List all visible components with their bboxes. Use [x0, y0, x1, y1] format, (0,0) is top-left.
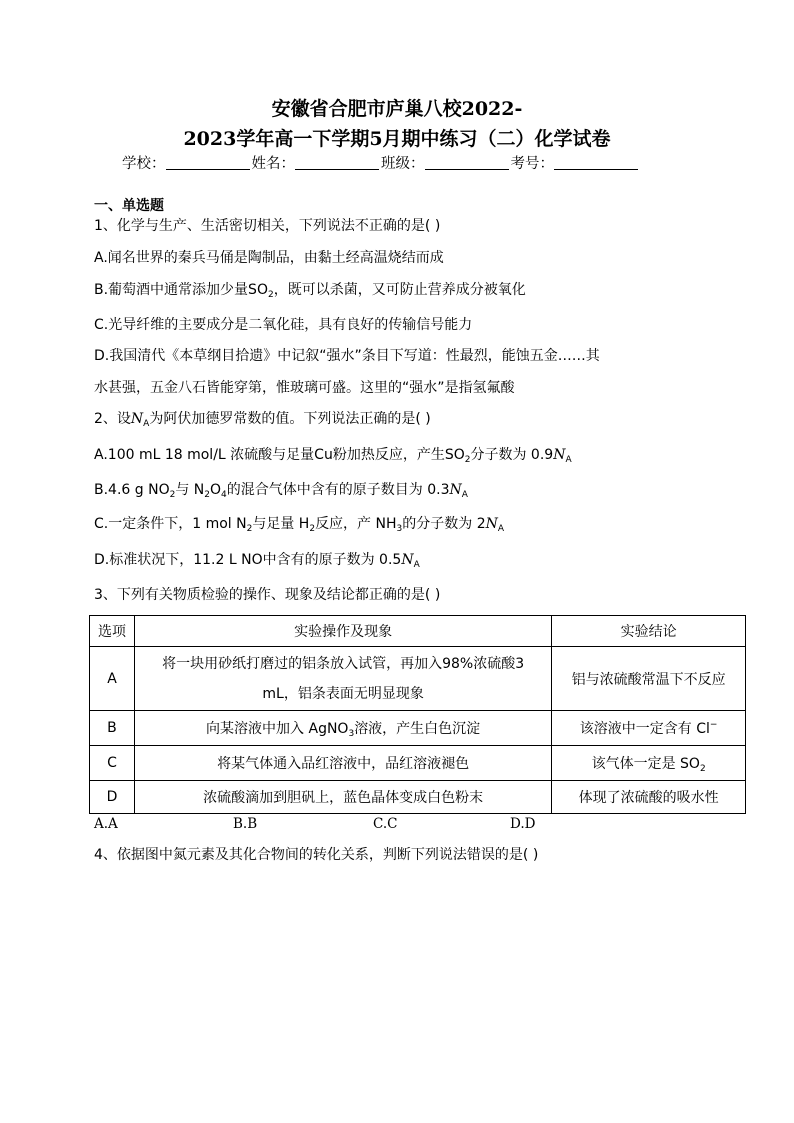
- q2-d-n: N: [401, 552, 414, 568]
- q3-row-a-option: A: [90, 647, 135, 711]
- q2-b-n: N: [449, 482, 462, 498]
- q3-stem: 3、下列有关物质检验的操作、现象及结论都正确的是( ): [94, 587, 441, 603]
- q3-row-d-operation: 浓硫酸滴加到胆矾上，蓝色晶体变成白色粉末: [134, 781, 551, 814]
- q2-a-text1: A.100 mL 18 mol/L 浓硫酸与足量Cu粉加热反应，产生SO: [94, 447, 465, 463]
- q2-b-sub1: 2: [169, 490, 176, 500]
- q3-row-b-conclusion: [552, 711, 746, 746]
- q3-row-a: [90, 647, 746, 711]
- q2-stem-n: N: [130, 411, 144, 427]
- exam-title-line1: 安徽省合肥市庐巢八校2022-: [271, 98, 523, 120]
- q2-c-sub3: 3: [396, 524, 403, 534]
- q2-option-c: [94, 514, 504, 534]
- q1-b-sub: 2: [267, 290, 274, 300]
- q3-row-c-concl-sub: 2: [699, 764, 706, 774]
- q3-row-d: [90, 781, 746, 814]
- number-blank[interactable]: [554, 155, 638, 170]
- name-label: 姓名：: [251, 156, 295, 172]
- q3-row-d-conclusion: 体现了浓硫酸的吸水性: [552, 781, 746, 814]
- q3-header-row: [90, 616, 746, 647]
- q3-header-operation: 实验操作及现象: [134, 616, 551, 647]
- name-blank[interactable]: [295, 155, 379, 170]
- student-info-line: [122, 154, 640, 174]
- q3-table: [89, 615, 746, 814]
- q3-row-d-option: D: [90, 781, 135, 814]
- school-label: 学校：: [122, 156, 166, 172]
- q3-row-a-op-line2: mL，铝条表面无明显现象: [262, 685, 424, 702]
- section-heading: 一、单选题: [94, 198, 164, 214]
- q3-row-b-option: B: [90, 711, 135, 746]
- q2-c-text2: 与足量 H: [252, 516, 310, 532]
- q3-row-a-op-line1: 将一块用砂纸打磨过的铝条放入试管，再加入98%浓硫酸3: [162, 655, 525, 672]
- q2-stem-text1: 2、设: [94, 411, 131, 427]
- q2-b-sub2: 2: [204, 490, 211, 500]
- q3-header-conclusion: 实验结论: [552, 616, 746, 647]
- q2-a-nsub: A: [565, 455, 572, 465]
- q1-option-d-line2: 水甚强，五金八石皆能穿第，惟玻璃可盛。这里的“强水”是指氢氟酸: [94, 380, 515, 396]
- q3-row-b-concl-sup: −: [709, 720, 718, 730]
- q3-row-c: [90, 746, 746, 781]
- q2-b-text3: 的混合气体中含有的原子数目为 0.3: [226, 482, 450, 498]
- q2-option-a: [94, 445, 572, 465]
- q3-row-c-option: C: [90, 746, 135, 781]
- q2-c-sub2: 2: [309, 524, 316, 534]
- q3-row-a-operation: [134, 647, 551, 711]
- q2-c-n: N: [485, 516, 498, 532]
- q1-stem: 1、化学与生产、生活密切相关，下列说法不正确的是( ): [94, 218, 441, 234]
- q1-b-text2: ，既可以杀菌，又可防止营养成分被氧化: [273, 282, 526, 298]
- q2-d-text1: D.标准状况下，11.2 L NO中含有的原子数为 0.5: [94, 552, 402, 568]
- q3-answer-b[interactable]: B.B: [233, 816, 258, 832]
- q2-c-sub1: 2: [246, 524, 253, 534]
- q2-option-b: [94, 480, 468, 500]
- q2-c-text1: C.一定条件下，1 mol N: [94, 516, 247, 532]
- q2-b-text1: B.4.6 g NO: [94, 482, 170, 498]
- q3-row-b-concl-text: 该溶液中一定含有 Cl: [579, 721, 710, 737]
- q3-row-b-operation: [134, 711, 551, 746]
- q4-stem: 4、依据图中氮元素及其化合物间的转化关系，判断下列说法错误的是( ): [94, 847, 539, 863]
- q2-c-text3: 反应，产 NH: [315, 516, 397, 532]
- school-blank[interactable]: [166, 155, 250, 170]
- q2-d-nsub: A: [413, 560, 420, 570]
- q2-c-nsub: A: [497, 524, 505, 534]
- q3-answer-c[interactable]: C.C: [373, 816, 398, 832]
- q2-stem-sub: A: [143, 419, 150, 429]
- q3-answer-a[interactable]: A.A: [94, 816, 118, 832]
- q2-stem: [94, 409, 431, 429]
- q3-row-b-op-sub: 3: [348, 729, 355, 739]
- class-blank[interactable]: [425, 155, 509, 170]
- q2-stem-text2: 为阿伏加德罗常数的值。下列说法正确的是( ): [149, 411, 431, 427]
- q1-option-d-line1: D.我国清代《本草纲目拾遗》中记叙“强水”条目下写道：性最烈，能蚀五金……其: [94, 348, 600, 364]
- q2-option-d: [94, 550, 420, 570]
- q3-header-option: 选项: [90, 616, 135, 647]
- class-label: 班级：: [381, 156, 425, 172]
- number-label: 考号：: [510, 156, 554, 172]
- q2-c-text4: 的分子数为 2: [402, 516, 486, 532]
- q3-row-b-op-text1: 向某溶液中加入 AgNO: [206, 721, 349, 737]
- q2-b-sub3: 4: [221, 490, 227, 500]
- q3-row-c-conclusion: [552, 746, 746, 781]
- q3-row-c-operation: 将某气体通入品红溶液中，品红溶液褪色: [134, 746, 551, 781]
- exam-title-line2: 2023学年高一下学期5月期中练习（二）化学试卷: [183, 128, 611, 150]
- q2-a-text2: 分子数为 0.9: [470, 447, 554, 463]
- q2-b-nsub: A: [461, 490, 468, 500]
- q3-row-a-conclusion: 铝与浓硫酸常温下不反应: [552, 647, 746, 711]
- q2-a-sub: 2: [464, 455, 471, 465]
- q2-b-text2: 与 N: [175, 482, 205, 498]
- q1-b-text1: B.葡萄酒中通常添加少量SO: [94, 282, 268, 298]
- q1-option-c: C.光导纤维的主要成分是二氧化硅，具有良好的传输信号能力: [94, 317, 473, 333]
- q2-a-n: N: [553, 447, 566, 463]
- q1-option-b: [94, 280, 526, 300]
- q2-b-o: O: [210, 482, 222, 498]
- q3-row-b: [90, 711, 746, 746]
- q3-answer-d[interactable]: D.D: [510, 816, 536, 832]
- q1-option-a: A.闻名世界的秦兵马俑是陶制品，由黏土经高温烧结而成: [94, 250, 444, 266]
- q3-row-b-op-text2: 溶液，产生白色沉淀: [354, 721, 481, 737]
- q3-row-c-concl-text: 该气体一定是 SO: [591, 756, 700, 772]
